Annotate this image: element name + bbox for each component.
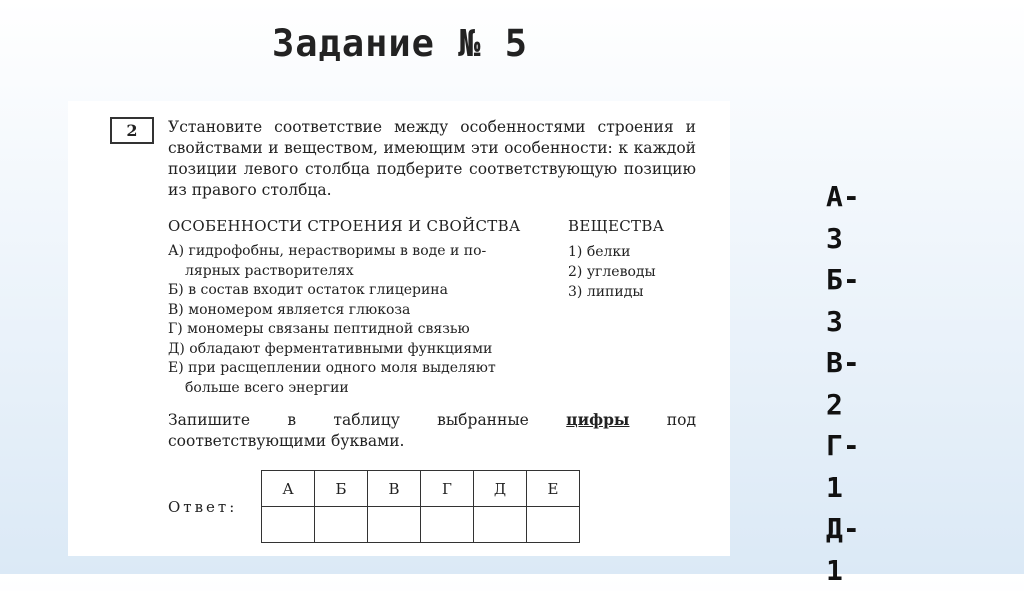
answer-key-line: Б- (826, 259, 860, 301)
answer-key-line: 2 (826, 384, 860, 426)
substance-item: 1) белки (568, 242, 656, 262)
answer-input-cell[interactable] (474, 507, 527, 543)
feature-item: Е) при расщеплении одного моля выделяют (168, 359, 528, 379)
substance-item: 2) углеводы (568, 262, 656, 282)
answer-key-line: А- (826, 176, 860, 218)
answer-input-cell[interactable] (421, 507, 474, 543)
answer-key-line: 1 (826, 550, 860, 591)
answer-label: Ответ: (168, 498, 237, 516)
answer-key-line: Г- (826, 425, 860, 467)
feature-item: В) мономером является глюкоза (168, 301, 528, 321)
task-number-box: 2 (110, 117, 154, 144)
feature-item-continuation: лярных растворителях (168, 262, 528, 282)
instruction-highlight: цифры (566, 410, 629, 429)
answer-key-line: 3 (826, 301, 860, 343)
substances-list (568, 242, 656, 302)
answer-input-cell[interactable] (315, 507, 368, 543)
answer-input-cell[interactable] (368, 507, 421, 543)
task-card (68, 101, 730, 556)
answer-input-cell[interactable] (527, 507, 580, 543)
instruction-text: под соответствующими буквами. (168, 411, 696, 450)
features-column-header: ОСОБЕННОСТИ СТРОЕНИЯ И СВОЙСТВА (168, 217, 521, 235)
features-list (168, 242, 528, 398)
answer-input-cell[interactable] (262, 507, 315, 543)
answer-header-cell: Г (421, 471, 474, 507)
answer-key-line: В- (826, 342, 860, 384)
substances-column-header: ВЕЩЕСТВА (568, 217, 664, 235)
instruction-text: Запишите в таблицу выбранные (168, 411, 566, 429)
task-instruction (168, 409, 696, 452)
task-question: Установите соответствие между особенностями строения и свойствами и веществом, имеющим эти особенности: к каждой позиции левого столбца подберите соответствующую позицию из правого столбца. (168, 117, 696, 201)
feature-item: А) гидрофобны, нерастворимы в воде и по- (168, 242, 528, 262)
feature-item-continuation: больше всего энергии (168, 379, 528, 399)
substance-item: 3) липиды (568, 282, 656, 302)
answer-header-cell: Д (474, 471, 527, 507)
answer-key-line: 1 (826, 467, 860, 509)
answer-header-cell: В (368, 471, 421, 507)
answer-key (826, 176, 860, 591)
feature-item: Б) в состав входит остаток глицерина (168, 281, 528, 301)
answer-header-cell: Е (527, 471, 580, 507)
slide-title: Задание № 5 (272, 22, 528, 65)
answer-header-cell: Б (315, 471, 368, 507)
answer-key-line: Д- (826, 508, 860, 550)
feature-item: Д) обладают ферментативными функциями (168, 340, 528, 360)
answer-table (261, 470, 580, 543)
answer-key-line: 3 (826, 218, 860, 260)
answer-header-cell: А (262, 471, 315, 507)
feature-item: Г) мономеры связаны пептидной связью (168, 320, 528, 340)
